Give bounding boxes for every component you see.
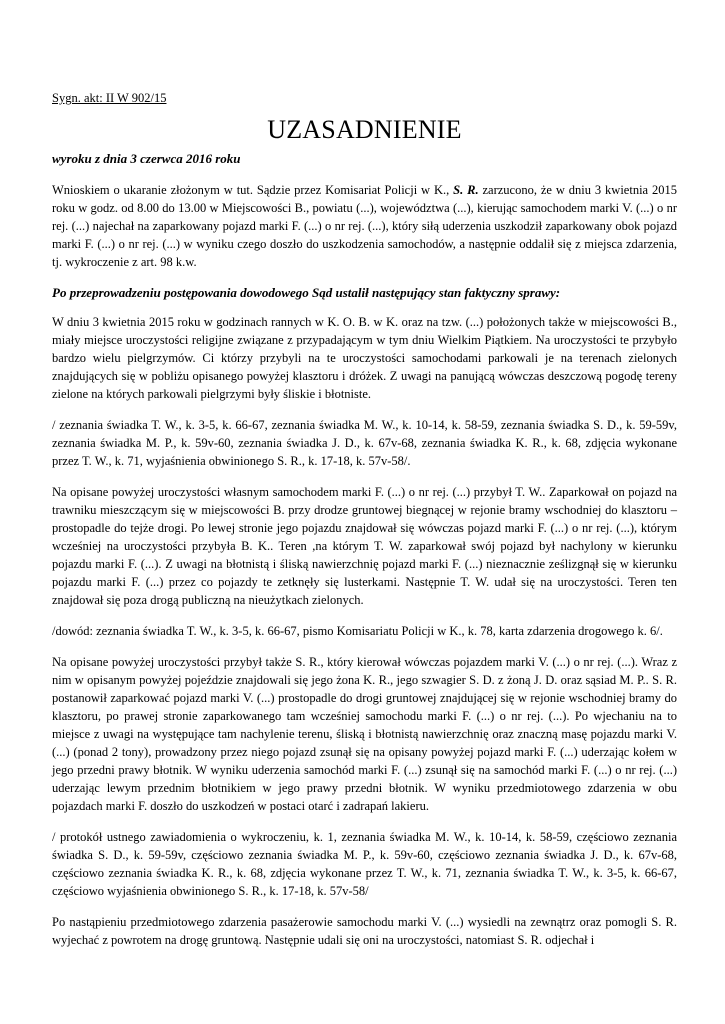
- case-signature: Sygn. akt: II W 902/15: [52, 91, 167, 105]
- document-title: UZASADNIENIE: [267, 115, 462, 144]
- paragraph-facts-1: W dniu 3 kwietnia 2015 roku w godzinach rannych w K. O. B. w K. oraz na tzw. (...) położonych także w miejscowości B., miały miejsce uroczystości religijne związane z przypadającym w tym dniu Wielkim Piątkiem. Na uroczystości te przybyło bardzo wielu pielgrzymów. Ci którzy przybyli na te uroczystości samochodami parkowali je na terenach zielonych znajdujących się w pobliżu opisanego powyżej klasztoru i dróżek. Z uwagi na panującą wówczas deszczową pogodę tereny zielone na których parkowali pielgrzymi były śliskie i błotniste.: [52, 315, 677, 401]
- defendant-name: S. R.: [453, 183, 479, 197]
- paragraph-evidence-1: / zeznania świadka T. W., k. 3-5, k. 66-67, zeznania świadka M. W., k. 10-14, k. 58-59, zeznania świadka S. D., k. 59-59v, zeznania świadka M. P., k. 59v-60, zeznania świadka J. D., k. 67v-68, zeznania świadka K. R., k. 68, zdjęcia wykonane przez T. W., k. 71, wyjaśnienia obwinionego S. R., k. 17-18, k. 57v-58/.: [52, 418, 677, 468]
- paragraph-charge: [52, 181, 677, 271]
- paragraph-charge-text-before: Wnioskiem o ukaranie złożonym w tut. Sądzie przez Komisariat Policji w K.,: [52, 183, 454, 197]
- paragraph-evidence-2: /dowód: zeznania świadka T. W., k. 3-5, k. 66-67, pismo Komisariatu Policji w K., k. 78, karta zdarzenia drogowego k. 6/.: [52, 624, 663, 638]
- paragraph-evidence-3: / protokół ustnego zawiadomienia o wykroczeniu, k. 1, zeznania świadka M. W., k. 10-14, k. 58-59, częściowo zeznania świadka S. D., k. 59-59v, częściowo zeznania świadka M. P., k. 59v-60, częściowo zeznania świadka J. D., k. 67v-68, częściowo zeznania świadka K. R., k. 68, zdjęcia wykonane przez T. W., k. 71, zeznania świadka T. W., k. 3-5, k. 66-67, częściowo wyjaśnienia obwinionego S. R., k. 17-18, k. 57v-58/: [52, 830, 677, 898]
- document-subtitle: wyroku z dnia 3 czerwca 2016 roku: [52, 151, 241, 166]
- paragraph-facts-3: Na opisane powyżej uroczystości przybył także S. R., który kierował wówczas pojazdem marki V. (...) o nr rej. (...). Wraz z nim w opisanym powyżej pojeździe znajdowali się jego żona K. R., jego szwagier S. D. z żoną J. D. oraz sąsiad M. P.. S. R. postanowił zaparkować pojazd marki V. (...) prostopadle do drogi gruntowej znajdującej się w rejonie wschodniej bramy do klasztoru, po prawej stronie zaparkowanego tam wcześniej samochodu marki F. (...) o nr rej. (...). Po wjechaniu na to miejsce z uwagi na występujące tam nachylenie terenu, śliską i błotnistą nawierzchnię oraz znaczną masę pojazdu marki V. (...) (ponad 2 tony), prowadzony przez niego pojazd zsunął się na opisany powyżej pojazd marki F. (...) uderzając kołem w jego przedni prawy błotnik. W wyniku uderzenia samochód marki F. (...) zsunął się na samochód marki F. (...) o nr rej. (...) uderzając lewym przednim błotnikiem w jego prawy przedni błotnik. W wyniku przedmiotowego zdarzenia w obu pojazdach marki F. doszło do uszkodzeń w postaci otarć i zadrapań lakieru.: [52, 655, 677, 813]
- paragraph-facts-4: Po nastąpieniu przedmiotowego zdarzenia pasażerowie samochodu marki V. (...) wysiedli na zewnątrz oraz pomogli S. R. wyjechać z powrotem na drogę gruntową. Następnie udali się oni na uroczystości, natomiast S. R. odjechał i: [52, 915, 677, 947]
- paragraph-facts-2: Na opisane powyżej uroczystości własnym samochodem marki F. (...) o nr rej. (...) przybył T. W.. Zaparkował on pojazd na trawniku mieszczącym się w miejscowości B. przy drodze gruntowej biegnącej w rejonie bramy wschodniej do klasztoru – prostopadle do tejże drogi. Po lewej stronie jego pojazdu znajdował się wówczas pojazd marki F. (...) o nr rej. (...), którym wcześniej na uroczystości przybyła B. K.. Teren ,na którym T. W. zaparkował swój pojazd był nachylony w kierunku pojazdu marki F. (...). Z uwagi na błotnistą i śliską nawierzchnię pojazd marki F. (...) nieznacznie ześlizgnął się w kierunku pojazdu marki F. (...) przez co pojazdy te zetknęły się lusterkami. Następnie T. W. udał się na uroczystości. Teren ten znajdował się poza drogą publiczną na nieużytkach zielonych.: [52, 485, 677, 607]
- section-heading-facts: Po przeprowadzeniu postępowania dowodowego Sąd ustalił następujący stan faktyczny sprawy:: [52, 285, 561, 300]
- paragraph-charge-text-after: zarzucono, że w dniu 3 kwietnia 2015 roku w godz. od 8.00 do 13.00 w Miejscowości B., powiatu (...), województwa (...), kierując samochodem marki V. (...) o nr rej. (...) najechał na zaparkowany pojazd marki F. (...) o nr rej. (...), który siłą uderzenia uszkodził zaparkowany obok pojazd marki F. (...) o nr rej. (...) w wyniku czego doszło do uszkodzenia samochodów, a następnie oddalił się z miejsca zdarzenia, tj. wykroczenie z art. 98 k.w.: [52, 183, 677, 269]
